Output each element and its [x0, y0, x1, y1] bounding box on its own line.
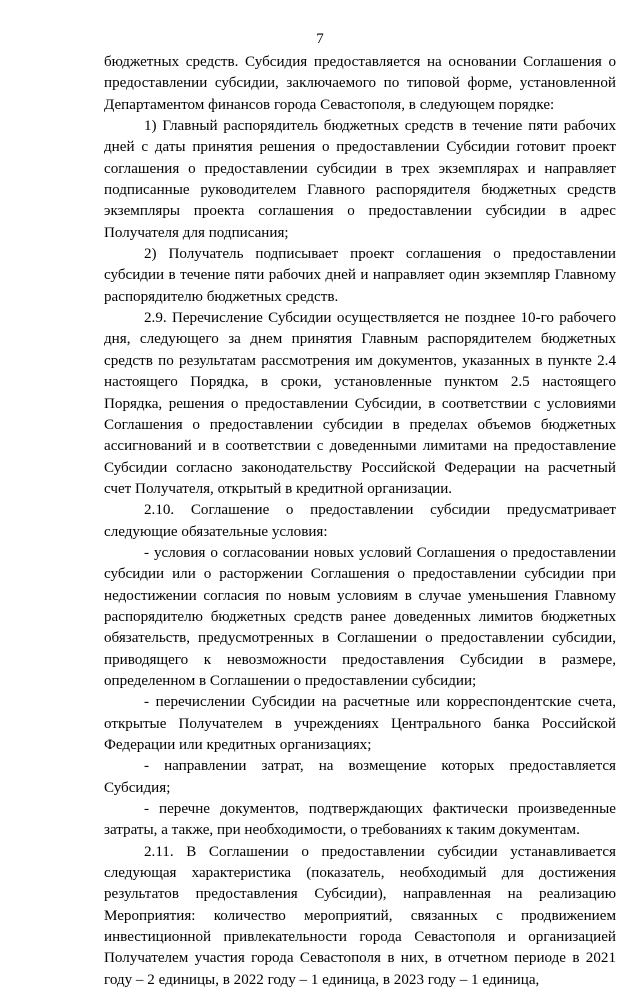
paragraph-condition-4: - перечне документов, подтверждающих фактически произведенные затраты, а также, при необходимости, о требованиях к таким документам.	[104, 801, 616, 839]
paragraph-item-1: 1) Главный распорядитель бюджетных средств в течение пяти рабочих дней с даты принятия решения о предоставлении Субсидии готовит проект соглашения о предоставлении субсидии в трех экземплярах и направляет подписанные руководителем Главного распорядителя бюджетных средств экземпляры проекта соглашения о предоставлении субсидии в адрес Получателя для подписания;	[104, 118, 616, 241]
paragraph-condition-1: - условия о согласовании новых условий Соглашения о предоставлении субсидии или о расторжении Соглашения о предоставлении субсидии при недостижении согласия по новым условиям в случае уменьшения Главному распорядителю бюджетных средств ранее доведенных лимитов бюджетных обязательств, предусмотренных в Соглашении о предоставлении субсидии, приводящего к невозможности предоставления Субсидии в размере, определенном в Соглашении о предоставлении субсидии;	[104, 544, 616, 689]
paragraph-condition-2: - перечислении Субсидии на расчетные или корреспондентские счета, открытые Получателем в учреждениях Центрального банка Российской Федерации или кредитных организациях;	[104, 694, 616, 753]
paragraph-subsidy-basis: бюджетных средств. Субсидия предоставляется на основании Соглашения о предоставлении субсидии, заключаемого по типовой форме, установленной Департаментом финансов города Севастополя, в следующем порядке:	[104, 54, 616, 113]
paragraph-condition-3: - направлении затрат, на возмещение которых предоставляется Субсидия;	[104, 758, 616, 796]
paragraph-clause-2-9: 2.9. Перечисление Субсидии осуществляется не позднее 10-го рабочего дня, следующего за днем принятия Главным распорядителем бюджетных средств по результатам рассмотрения им документов, указанных в пункте 2.4 настоящего Порядка, в сроки, установленные пунктом 2.5 настоящего Порядка, решения о предоставлении Субсидии, в соответствии с условиями Соглашения о предоставлении субсидии в пределах объемов бюджетных ассигнований и в соответствии с доведенными лимитами на предоставление Субсидии согласно законодательству Российской Федерации на расчетный счет Получателя, открытый в кредитной организации.	[104, 310, 616, 497]
paragraph-item-2: 2) Получатель подписывает проект соглашения о предоставлении субсидии в течение пяти рабочих дней и направляет один экземпляр Главному распорядителю бюджетных средств.	[104, 246, 616, 305]
page-number: 7	[316, 31, 324, 47]
document-body	[104, 52, 616, 991]
paragraph-clause-2-11: 2.11. В Соглашении о предоставлении субсидии устанавливается следующая характеристика (показатель, необходимый для достижения результатов предоставления Субсидии), направленная на реализацию Мероприятия: количество мероприятий, связанных с продвижением инвестиционной привлекательности города Севастополя и организацией Получателем участия города Севастополя в них, в отчетном периоде в 2021 году – 2 единицы, в 2022 году – 1 единица, в 2023 году – 1 единица,	[104, 843, 616, 988]
paragraph-clause-2-10: 2.10. Соглашение о предоставлении субсидии предусматривает следующие обязательные условия:	[104, 502, 616, 540]
